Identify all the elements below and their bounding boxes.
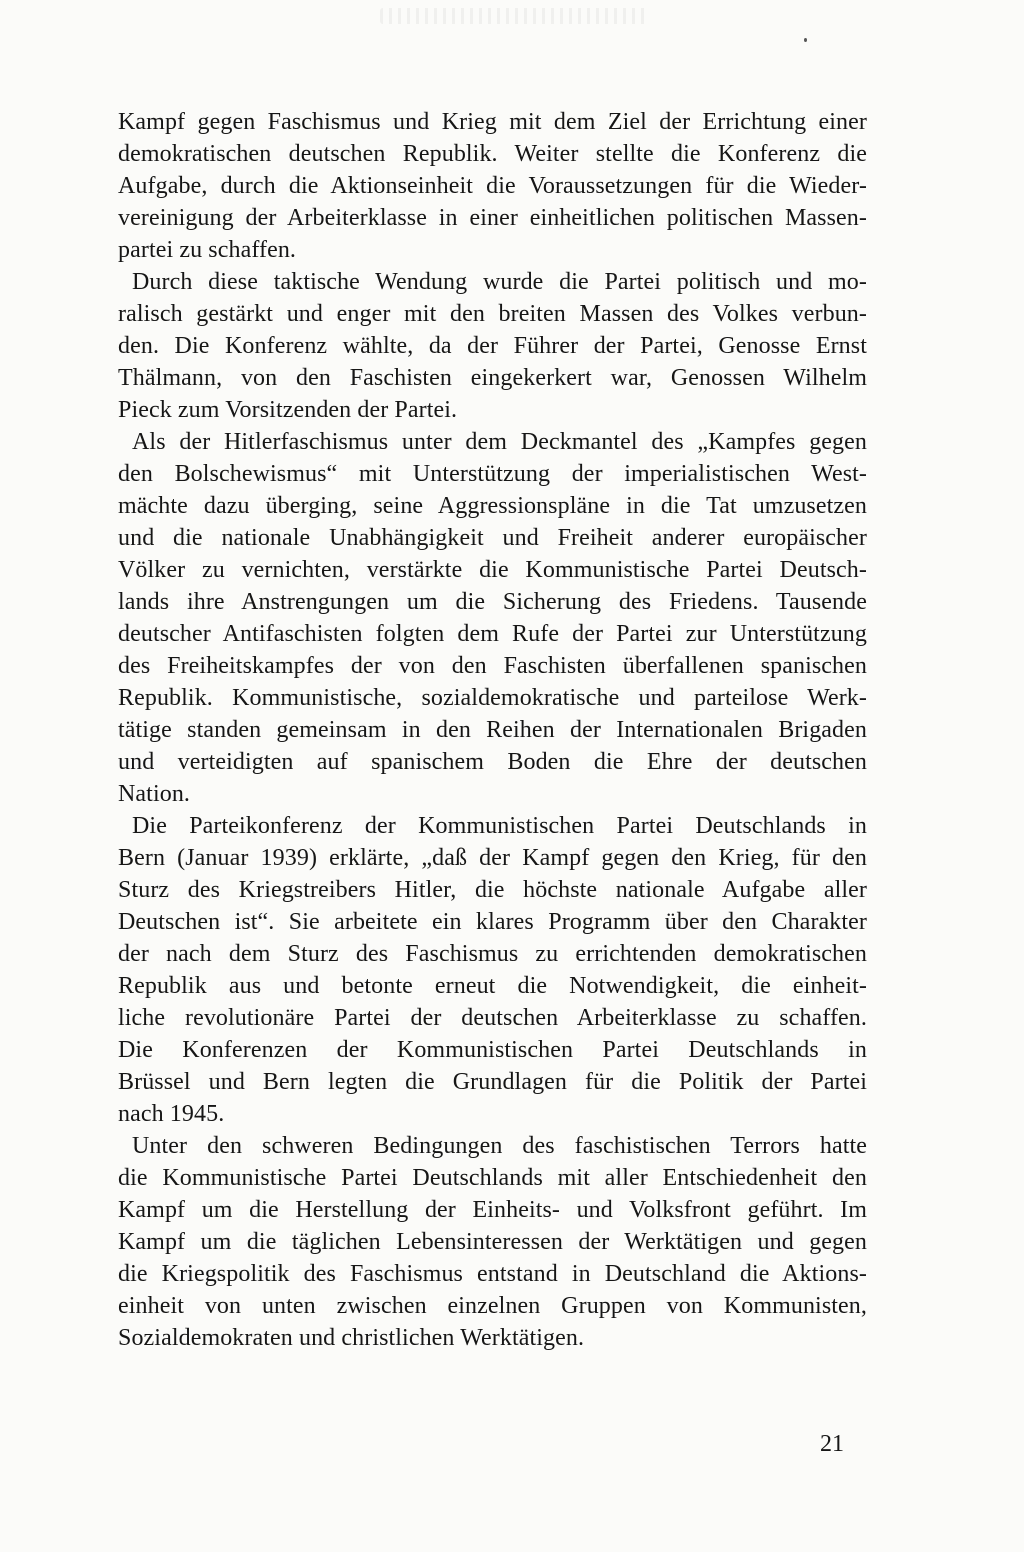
text-line: tätige standen gemeinsam in den Reihen der Internationalen Brigaden: [118, 717, 867, 743]
text-line: ralisch gestärkt und enger mit den breiten Massen des Volkes verbun-: [118, 301, 867, 327]
text-line: Kampf gegen Faschismus und Krieg mit dem Ziel der Errichtung einer: [118, 109, 867, 135]
scan-speck: [804, 38, 807, 42]
text-line: Deutschen ist“. Sie arbeitete ein klares Programm über den Charakter: [118, 909, 867, 935]
text-line: und die nationale Unabhängigkeit und Freiheit anderer europäischer: [118, 525, 867, 551]
text-line: Unter den schweren Bedingungen des faschistischen Terrors hatte: [132, 1133, 867, 1159]
text-line: Aufgabe, durch die Aktionseinheit die Voraussetzungen für die Wieder-: [118, 173, 867, 199]
text-line: des Freiheitskampfes der von den Faschisten überfallenen spanischen: [118, 653, 867, 679]
text-line: Die Parteikonferenz der Kommunistischen Partei Deutschlands in: [132, 813, 867, 839]
text-line: Sturz des Kriegstreibers Hitler, die höchste nationale Aufgabe aller: [118, 877, 867, 903]
text-line: Durch diese taktische Wendung wurde die Partei politisch und mo-: [132, 269, 867, 295]
text-line: liche revolutionäre Partei der deutschen Arbeiterklasse zu schaffen.: [118, 1005, 867, 1031]
text-line: Kampf um die täglichen Lebensinteressen der Werktätigen und gegen: [118, 1229, 867, 1255]
text-line: mächte dazu überging, seine Aggressionspläne in die Tat umzusetzen: [118, 493, 867, 519]
text-line: nach 1945.: [118, 1101, 225, 1127]
text-line: partei zu schaffen.: [118, 237, 297, 263]
page-number: 21: [820, 1431, 844, 1457]
text-line: lands ihre Anstrengungen um die Sicherung des Friedens. Tausende: [118, 589, 867, 615]
text-line: vereinigung der Arbeiterklasse in einer einheitlichen politischen Massen-: [118, 205, 867, 231]
text-line: Pieck zum Vorsitzenden der Partei.: [118, 397, 458, 423]
text-line: Republik aus und betonte erneut die Notwendigkeit, die einheit-: [118, 973, 867, 999]
text-line: die Kriegspolitik des Faschismus entstand in Deutschland die Aktions-: [118, 1261, 867, 1287]
text-line: Thälmann, von den Faschisten eingekerkert war, Genossen Wilhelm: [118, 365, 867, 391]
text-line: Sozialdemokraten und christlichen Werktätigen.: [118, 1325, 585, 1351]
text-line: Die Konferenzen der Kommunistischen Partei Deutschlands in: [118, 1037, 867, 1063]
text-line: die Kommunistische Partei Deutschlands mit aller Entschiedenheit den: [118, 1165, 867, 1191]
scan-artifact: [380, 8, 650, 24]
text-line: und verteidigten auf spanischem Boden die Ehre der deutschen: [118, 749, 867, 775]
text-line: Bern (Januar 1939) erklärte, „daß der Kampf gegen den Krieg, für den: [118, 845, 867, 871]
text-line: Republik. Kommunistische, sozialdemokratische und parteilose Werk-: [118, 685, 867, 711]
text-line: den Bolschewismus“ mit Unterstützung der imperialistischen West-: [118, 461, 867, 487]
text-line: Nation.: [118, 781, 191, 807]
text-line: deutscher Antifaschisten folgten dem Rufe der Partei zur Unterstützung: [118, 621, 867, 647]
text-line: den. Die Konferenz wählte, da der Führer der Partei, Genosse Ernst: [118, 333, 867, 359]
text-line: einheit von unten zwischen einzelnen Gruppen von Kommunisten,: [118, 1293, 867, 1319]
text-line: Als der Hitlerfaschismus unter dem Deckmantel des „Kampfes gegen: [132, 429, 867, 455]
text-line: der nach dem Sturz des Faschismus zu errichtenden demokratischen: [118, 941, 867, 967]
text-line: Kampf um die Herstellung der Einheits- und Volksfront geführt. Im: [118, 1197, 867, 1223]
text-line: Brüssel und Bern legten die Grundlagen für die Politik der Partei: [118, 1069, 867, 1095]
text-line: demokratischen deutschen Republik. Weiter stellte die Konferenz die: [118, 141, 867, 167]
body-text: [118, 106, 867, 1354]
text-line: Völker zu vernichten, verstärkte die Kommunistische Partei Deutsch-: [118, 557, 867, 583]
